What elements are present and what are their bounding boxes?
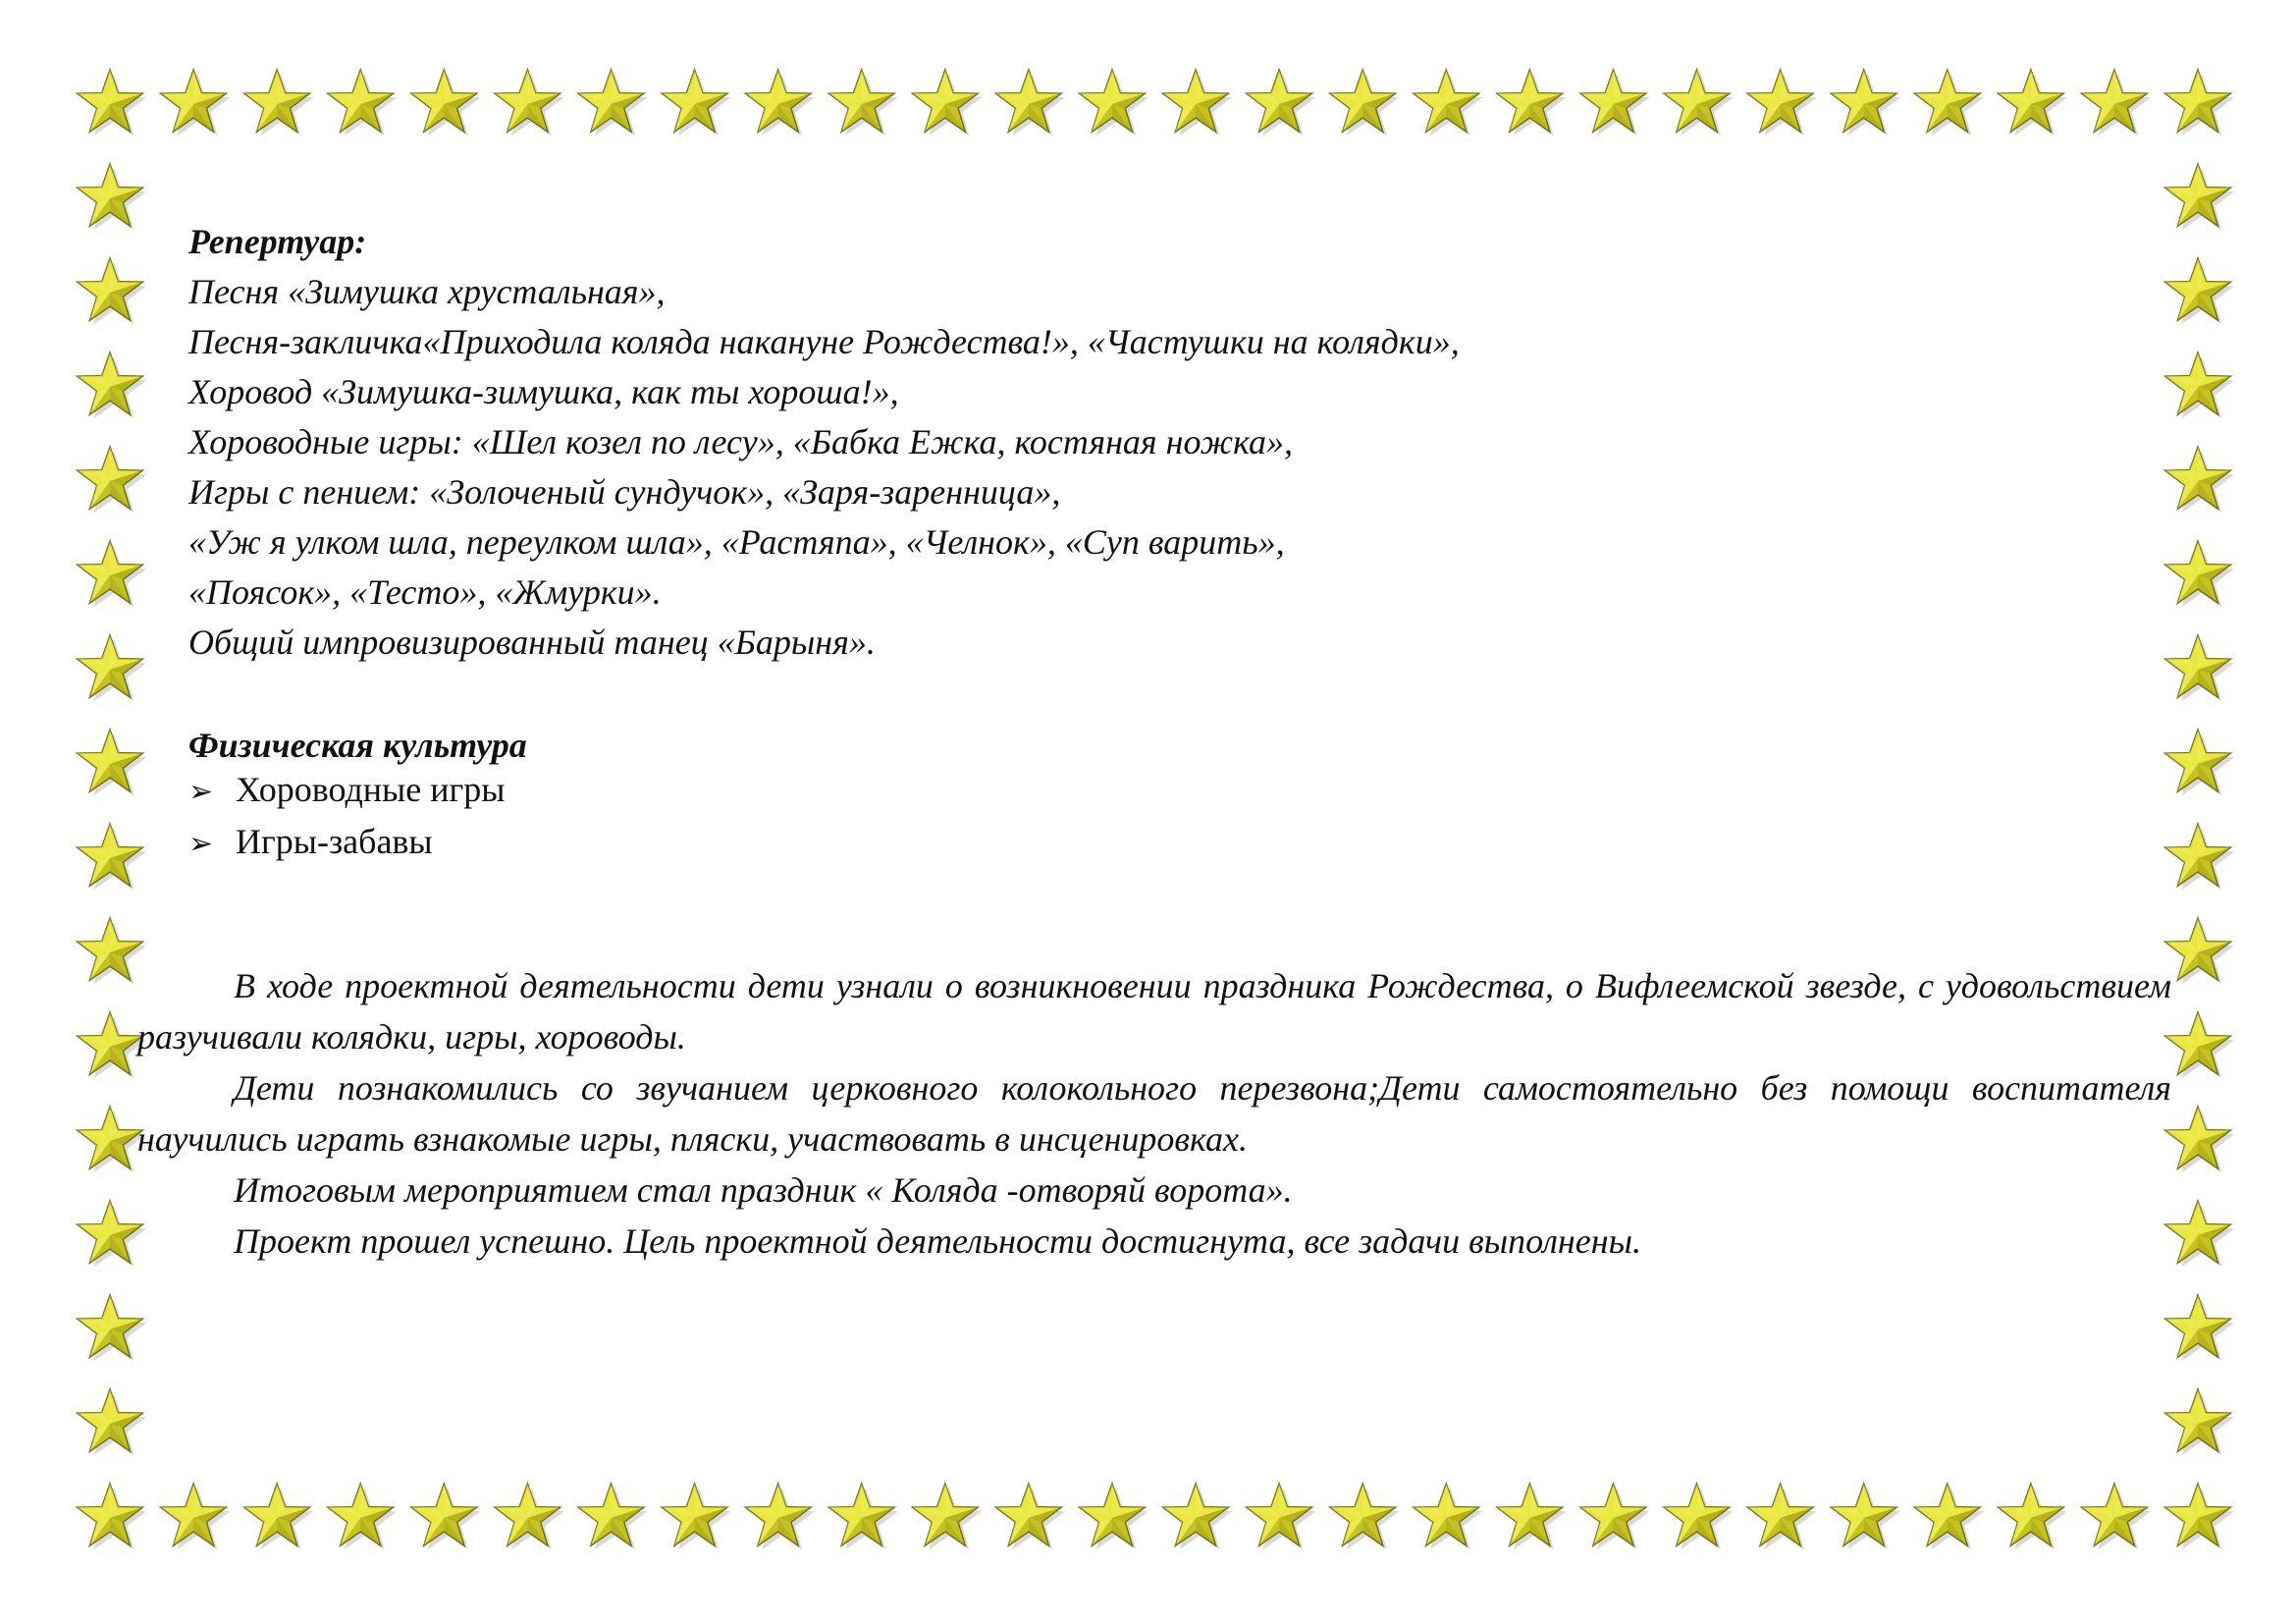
- star-icon: [2165, 164, 2235, 230]
- repertoire-line: «Уж я улком шла, переулком шла», «Растяпа», «Челнок», «Суп варить»,: [188, 522, 1285, 562]
- star-icon: [2165, 352, 2235, 418]
- arrow-bullet-icon: ➢: [188, 827, 214, 861]
- arrow-bullet-icon: ➢: [188, 775, 214, 809]
- star-icon: [495, 70, 564, 135]
- star-icon: [1999, 1484, 2068, 1549]
- repertoire-line: Хоровод «Зимушка-зимушка, как ты хороша!»,: [188, 372, 899, 411]
- star-icon: [78, 1295, 147, 1361]
- repertoire-line: Хороводные игры: «Шел козел по лесу», «Бабка Ежка, костяная ножка»,: [188, 422, 1294, 461]
- repertoire-line: «Поясок», «Тесто», «Жмурки».: [188, 572, 662, 612]
- physical-heading: Физическая культура: [188, 726, 527, 765]
- conclusion-paragraph: Проект прошел успешно. Цель проектной деятельности достигнута, все задачи выполнены.: [234, 1221, 1641, 1261]
- list-item: [188, 816, 433, 870]
- repertoire-line: Песня «Зимушка хрустальная»,: [188, 272, 666, 311]
- star-icon: [2082, 1484, 2152, 1549]
- star-icon: [2165, 1389, 2235, 1455]
- star-icon: [2165, 447, 2235, 513]
- star-icon: [1831, 1484, 1900, 1549]
- star-icon: [1247, 70, 1316, 135]
- star-icon: [78, 635, 147, 701]
- star-icon: [78, 70, 147, 135]
- star-icon: [78, 541, 147, 607]
- star-icon: [1664, 1484, 1734, 1549]
- star-icon: [1580, 70, 1650, 135]
- star-icon: [244, 70, 314, 135]
- star-icon: [1497, 1484, 1567, 1549]
- star-icon: [996, 1484, 1066, 1549]
- list-item: [188, 764, 505, 818]
- star-icon: [2165, 1484, 2235, 1549]
- star-icon: [78, 730, 147, 795]
- star-icon: [78, 258, 147, 324]
- star-icon: [1580, 1484, 1650, 1549]
- star-icon: [1747, 70, 1817, 135]
- star-icon: [1414, 70, 1483, 135]
- star-icon: [2165, 635, 2235, 701]
- star-icon: [2165, 1201, 2235, 1267]
- star-icon: [578, 70, 648, 135]
- star-icon: [78, 1201, 147, 1267]
- conclusion-paragraph: Итоговым мероприятием стал праздник « Коляда -отворяй ворота».: [234, 1170, 1293, 1210]
- conclusion-paragraph: В ходе проектной деятельности дети узнали о возникновении праздника Рождества, о Вифлеемской звезде, с удовольствием разучивали колядки, игры, хороводы.: [137, 966, 2171, 1056]
- star-icon: [78, 1107, 147, 1172]
- star-icon: [828, 70, 898, 135]
- star-icon: [1497, 70, 1567, 135]
- star-icon: [495, 1484, 564, 1549]
- star-icon: [161, 1484, 231, 1549]
- star-icon: [913, 70, 983, 135]
- star-icon: [1999, 70, 2068, 135]
- star-icon: [2165, 258, 2235, 324]
- star-icon: [1330, 1484, 1400, 1549]
- star-icon: [1247, 1484, 1316, 1549]
- repertoire-line: Игры с пением: «Золоченый сундучок», «Заря-заренница»,: [188, 472, 1061, 512]
- star-icon: [1080, 1484, 1149, 1549]
- star-icon: [1414, 1484, 1483, 1549]
- star-icon: [2082, 70, 2152, 135]
- repertoire-heading: Репертуар:: [188, 222, 367, 261]
- star-icon: [161, 70, 231, 135]
- star-icon: [78, 352, 147, 418]
- star-icon: [996, 70, 1066, 135]
- star-icon: [745, 1484, 815, 1549]
- star-icon: [578, 1484, 648, 1549]
- star-icon: [78, 918, 147, 984]
- star-icon: [244, 1484, 314, 1549]
- star-icon: [1664, 70, 1734, 135]
- star-icon: [78, 1484, 147, 1549]
- star-icon: [2165, 70, 2235, 135]
- star-icon: [78, 824, 147, 890]
- star-icon: [913, 1484, 983, 1549]
- star-icon: [2165, 730, 2235, 795]
- star-icon: [328, 70, 398, 135]
- star-icon: [1080, 70, 1149, 135]
- star-icon: [1914, 1484, 1984, 1549]
- star-icon: [1914, 70, 1984, 135]
- star-icon: [2165, 824, 2235, 890]
- repertoire-line: Песня-закличка«Приходила коляда накануне Рождества!», «Частушки на колядки»,: [188, 322, 1460, 361]
- list-item-label: Игры-забавы: [236, 822, 433, 861]
- star-icon: [1747, 1484, 1817, 1549]
- star-icon: [1330, 70, 1400, 135]
- star-icon: [78, 1389, 147, 1455]
- star-icon: [78, 447, 147, 513]
- star-icon: [1163, 1484, 1233, 1549]
- star-icon: [2165, 541, 2235, 607]
- star-icon: [411, 1484, 481, 1549]
- star-icon: [1163, 70, 1233, 135]
- star-icon: [328, 1484, 398, 1549]
- star-icon: [411, 70, 481, 135]
- star-icon: [745, 70, 815, 135]
- repertoire-line: Общий импровизированный танец «Барыня».: [188, 623, 876, 662]
- star-icon: [2165, 918, 2235, 984]
- star-icon: [662, 70, 731, 135]
- conclusion-paragraph: Дети познакомились со звучанием церковного колокольного перезвона;Дети самостоятельно без помощи воспитателя научились играть взнакомые игры, пляски, участвовать в инсценировках.: [137, 1068, 2171, 1159]
- list-item-label: Хороводные игры: [236, 770, 506, 809]
- star-icon: [2165, 1295, 2235, 1361]
- star-icon: [828, 1484, 898, 1549]
- star-icon: [662, 1484, 731, 1549]
- star-icon: [2165, 1012, 2235, 1078]
- star-icon: [78, 164, 147, 230]
- star-icon: [1831, 70, 1900, 135]
- star-icon: [78, 1012, 147, 1078]
- star-icon: [2165, 1107, 2235, 1172]
